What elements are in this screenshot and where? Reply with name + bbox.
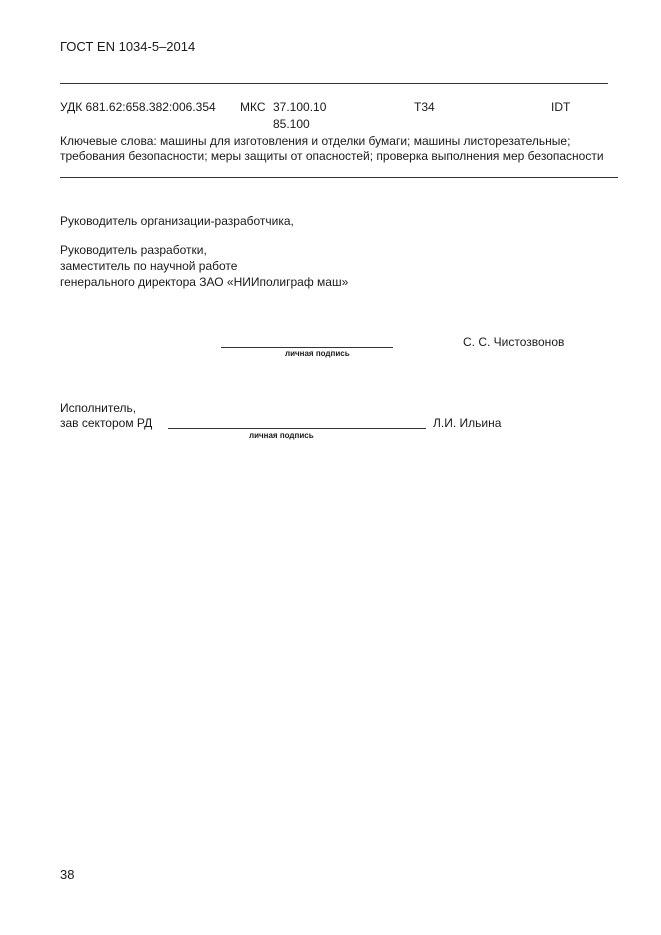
dev-head-line-2: заместитель по научной работе [60, 259, 238, 273]
dev-head-line-1: Руководитель разработки, [60, 243, 207, 257]
top-divider [60, 83, 608, 84]
executor-line-2: зав сектором РД [60, 416, 153, 430]
org-head-title: Руководитель организации-разработчика, [60, 214, 294, 228]
executor-line-1: Исполнитель, [60, 401, 137, 415]
document-code: ГОСТ EN 1034-5–2014 [60, 39, 196, 54]
t-code: Т34 [414, 100, 435, 114]
idt-code: IDT [551, 100, 571, 114]
mks-code-2: 85.100 [273, 117, 310, 131]
signature-caption-2: личная подпись [249, 431, 314, 440]
mks-code-1: 37.100.10 [273, 100, 327, 114]
udk-code: УДК 681.62:658.382:006.354 [60, 100, 216, 114]
page-number: 38 [60, 867, 75, 882]
signer-name-2: Л.И. Ильина [433, 416, 502, 430]
signature-caption-1: личная подпись [285, 349, 350, 358]
dev-head-line-3: генерального директора ЗАО «НИИполиграф маш» [60, 275, 349, 289]
keywords-divider [60, 177, 618, 178]
keywords-line-1: Ключевые слова: машины для изготовления и отделки бумаги; машины листорезательные; [60, 134, 571, 148]
signature-line-1 [221, 347, 393, 348]
mks-label: МКС [240, 100, 266, 114]
signer-name-1: С. С. Чистозвонов [463, 335, 565, 349]
signature-line-2 [168, 428, 426, 429]
keywords-line-2: требования безопасности; меры защиты от опасностей; проверка выполнения мер безопасности [60, 149, 604, 163]
